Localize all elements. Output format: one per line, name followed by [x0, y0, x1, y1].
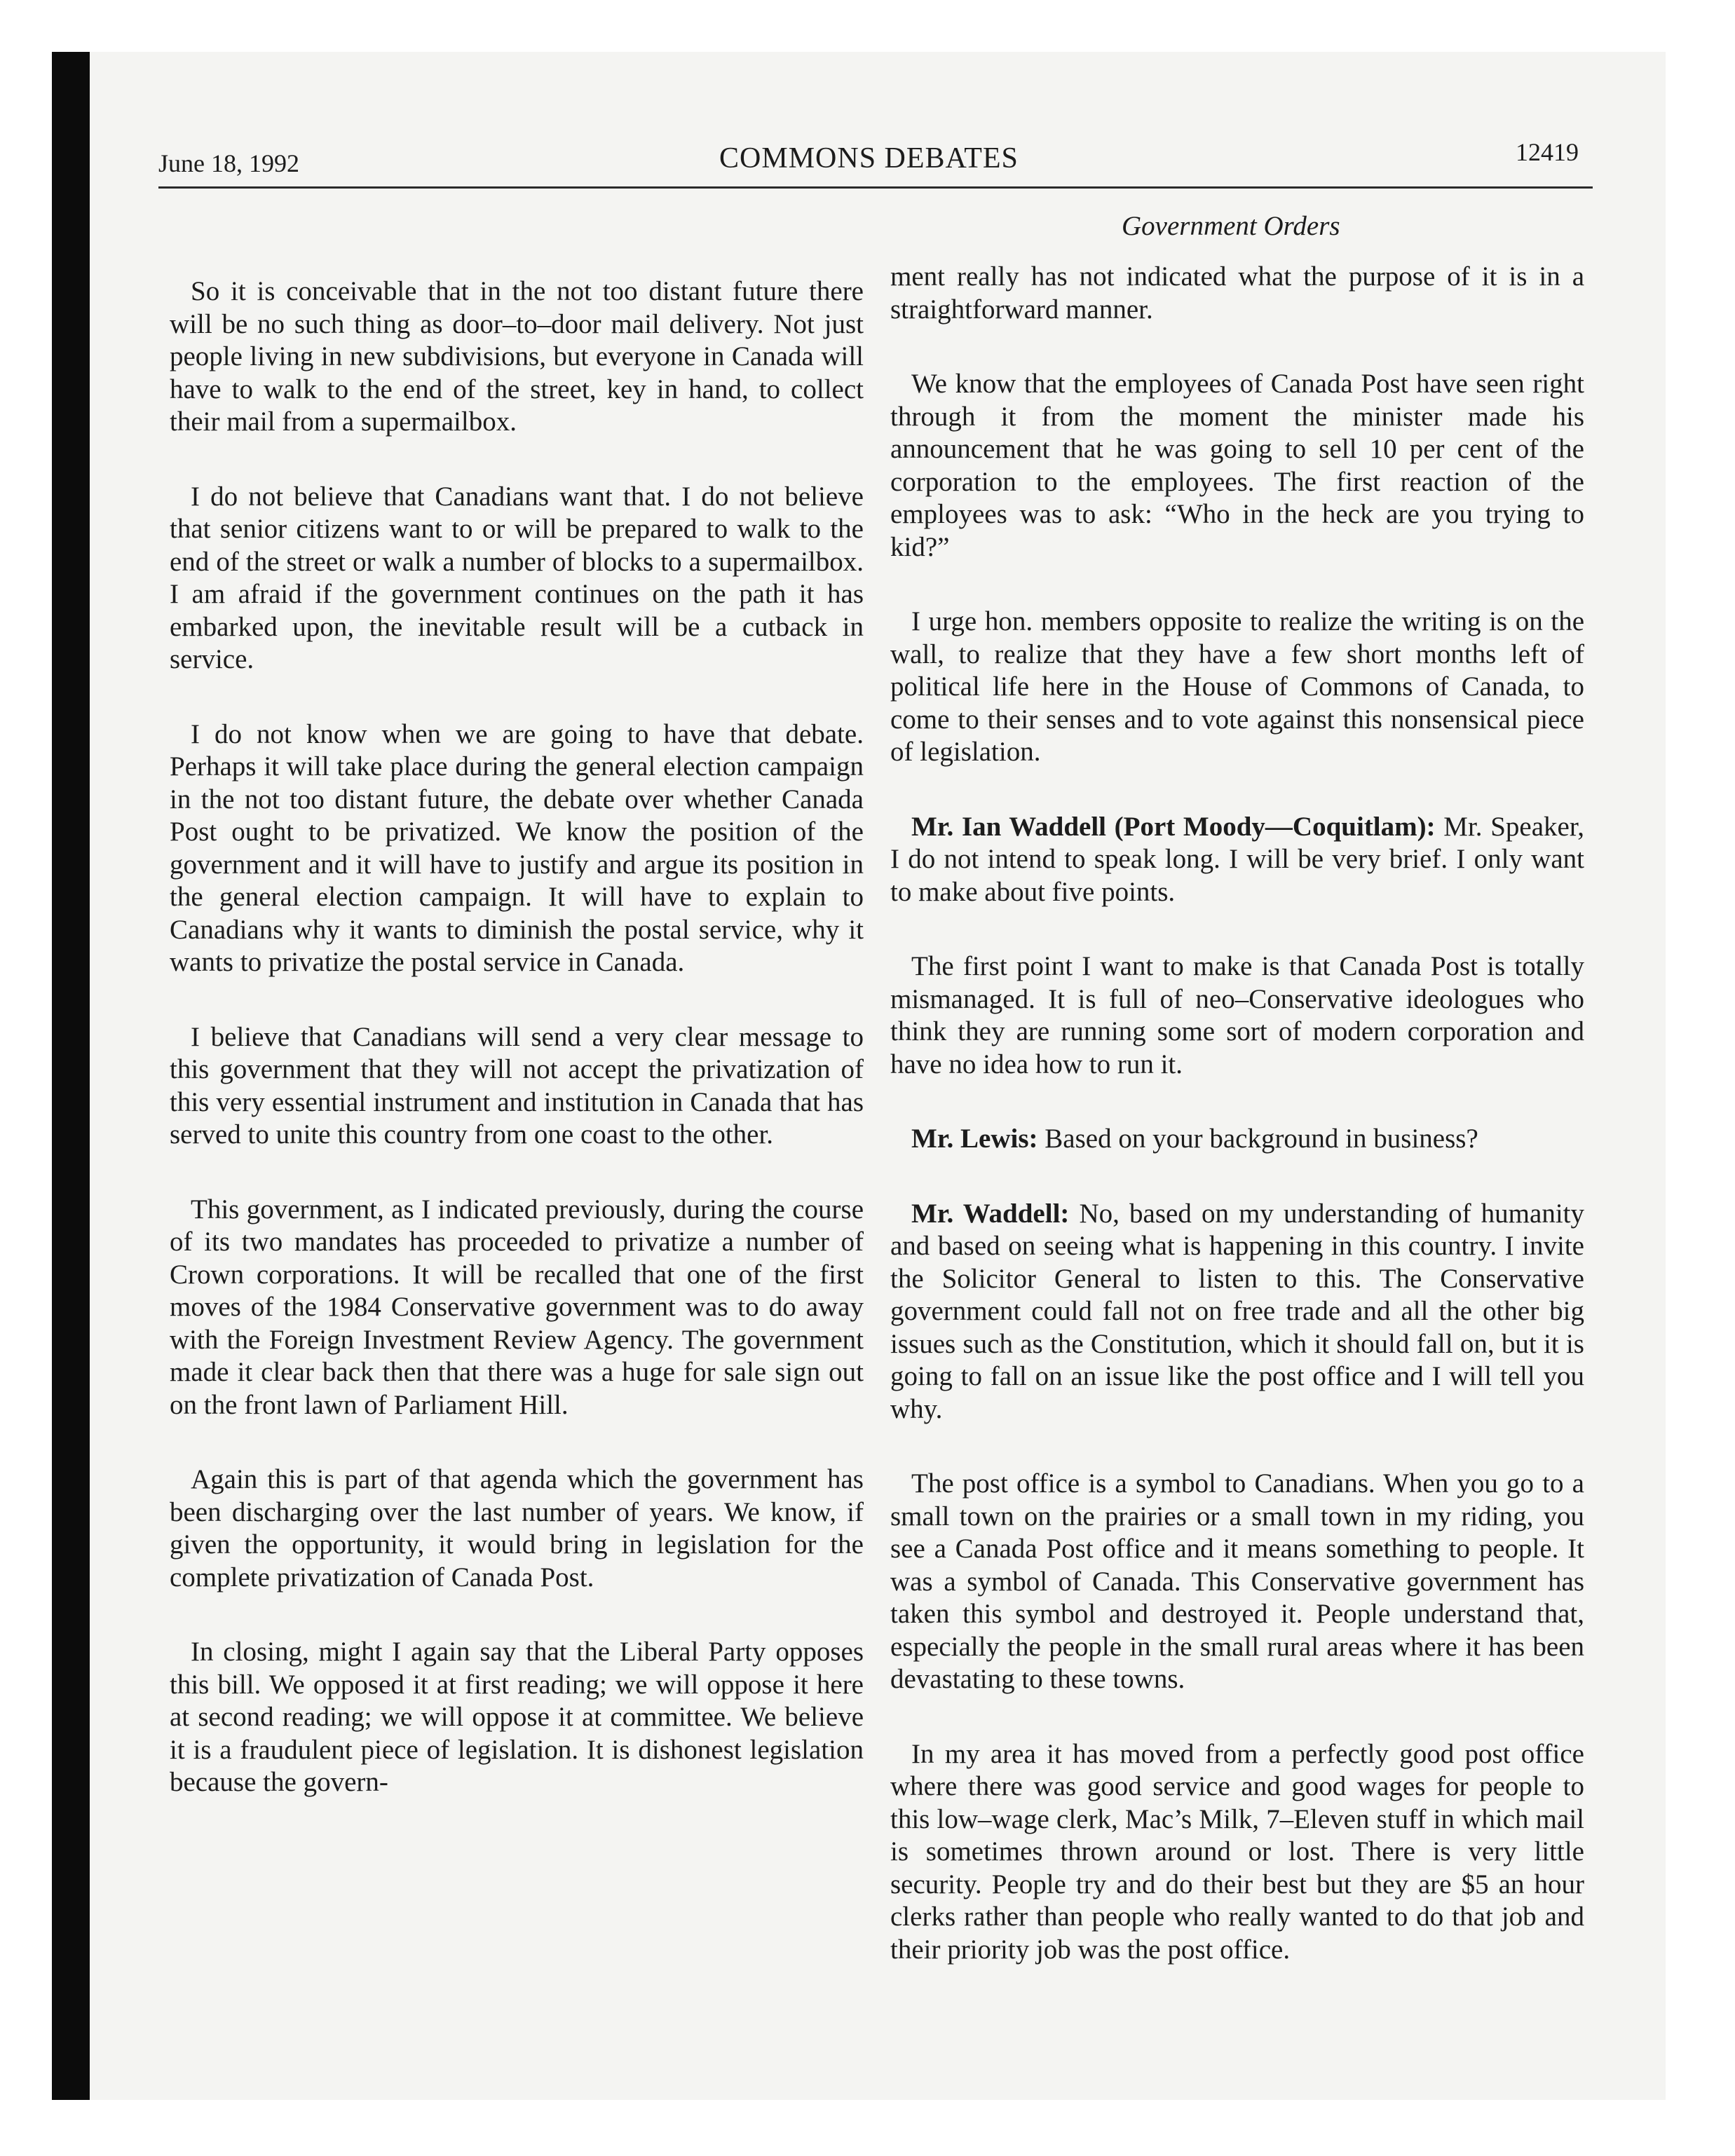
- speaker-name: Mr. Waddell:: [911, 1198, 1070, 1229]
- paragraph: I do not know when we are going to have that debate. Perhaps it will take place during the general election campaign in the not too distant future, the debate over whether Canada Post ought to be privatized. We know the position of the government and it will have to justify and argue its position in the general election campaign. It will have to explain to Canadians why it wants to diminish the postal service, why it wants to privatize the postal service in Canada.: [170, 718, 864, 977]
- right-column: [890, 261, 1584, 2008]
- speech-text: No, based on my understanding of humanity and based on seeing what is happening in this country. I invite the Solicitor General to listen to this. The Conservative government could fall not on free trade and all the other big issues such as the Constitution, which it should fall on, but it is going to fall on an issue like the post office and I will tell you why.: [890, 1198, 1584, 1424]
- speech-paragraph: [890, 811, 1584, 909]
- speech-paragraph: [890, 1123, 1584, 1156]
- paragraph: In my area it has moved from a perfectly good post office where there was good service and good wages for people to this low–wage clerk, Mac’s Milk, 7–Eleven stuff in which mail is sometimes thrown around or lost. There is very little security. People try and do their best but they are $5 an hour clerks rather than people who really wanted to do that job and their priority job was the post office.: [890, 1738, 1584, 1965]
- header-title: COMMONS DEBATES: [719, 142, 1019, 175]
- section-heading: Government Orders: [1122, 211, 1340, 241]
- speaker-name: Mr. Lewis:: [911, 1124, 1038, 1154]
- paragraph: The first point I want to make is that Canada Post is totally mismanaged. It is full of neo–Conservative ideologues who think they are running some sort of modern corporation and have no idea how to run it.: [890, 951, 1584, 1079]
- header-rule: [158, 186, 1593, 189]
- paragraph: We know that the employees of Canada Post have seen right through it from the moment the minister made his announcement that he was going to sell 10 per cent of the corporation to the employees. The first reaction of the employees was to ask: “Who in the heck are you trying to kid?”: [890, 369, 1584, 562]
- paragraph: I urge hon. members opposite to realize the writing is on the wall, to realize that they have a few short months left of political life here in the House of Commons of Canada, to come to their senses and to vote against this nonsensical piece of legislation.: [890, 606, 1584, 767]
- paragraph: In closing, might I again say that the Liberal Party opposes this bill. We opposed it at first reading; we will oppose it here at second reading; we will oppose it at committee. We believe it is a fraudulent piece of legislation. It is dishonest legislation because the govern-: [170, 1637, 864, 1797]
- speech-paragraph: [890, 1198, 1584, 1426]
- header-date: June 18, 1992: [158, 149, 299, 177]
- paragraph: ment really has not indicated what the purpose of it is in a straightforward manner.: [890, 261, 1584, 325]
- speaker-name: Mr. Ian Waddell (Port Moody—Coquitlam):: [911, 811, 1436, 842]
- paragraph: This government, as I indicated previously, during the course of its two mandates has proceeded to privatize a number of Crown corporations. It will be recalled that one of the first moves of the 1984 Conservative government was to do away with the Foreign Investment Review Agency. The government made it clear back then that there was a huge for sale sign out on the front lawn of Parliament Hill.: [170, 1194, 864, 1420]
- page-header: [158, 137, 1593, 186]
- paragraph: The post office is a symbol to Canadians. When you go to a small town on the prairies or a small town in my riding, you see a Canada Post office and it means something to people. It was a symbol of Canada. This Conservative government has taken this symbol and destroyed it. People understand that, especially the people in the small rural areas where it has been devastating to these towns.: [890, 1468, 1584, 1694]
- paragraph: Again this is part of that agenda which the government has been discharging over the last number of years. We know, if given the opportunity, it would bring in legislation for the complete privatization of Canada Post.: [170, 1464, 864, 1592]
- left-column: [170, 275, 864, 1841]
- speech-text: Based on your background in business?: [1037, 1124, 1478, 1154]
- header-page-number: 12419: [1516, 138, 1579, 166]
- scan-edge: [52, 52, 90, 2100]
- paragraph: I believe that Canadians will send a very clear message to this government that they will not accept the privatization of this very essential instrument and institution in Canada that has served to unite this country from one coast to the other.: [170, 1021, 864, 1149]
- paragraph: I do not believe that Canadians want that. I do not believe that senior citizens want to or will be prepared to walk to the end of the street or walk a number of blocks to a supermailbox. I am afraid if the government continues on the path it has embarked upon, the inevitable result will be a cutback in service.: [170, 481, 864, 674]
- speech-text: Mr. Speaker, I do not intend to speak long. I will be very brief. I only want to make about five points.: [890, 811, 1585, 907]
- paragraph: So it is conceivable that in the not too distant future there will be no such thing as door–to–door mail delivery. Not just people living in new subdivisions, but everyone in Canada will have to walk to the end of the street, key in hand, to collect their mail from a supermailbox.: [170, 276, 864, 437]
